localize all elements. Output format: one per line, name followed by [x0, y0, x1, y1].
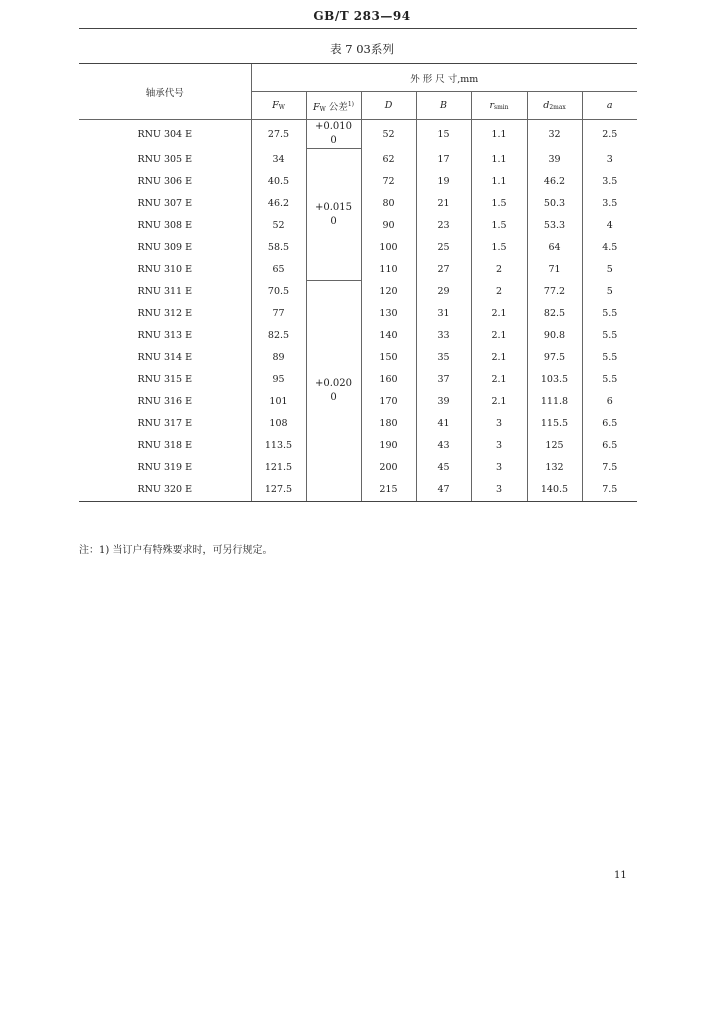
table-row	[79, 281, 637, 303]
cell-d2-max: 103.5	[527, 369, 582, 391]
cell-d-outer: 72	[361, 171, 416, 193]
cell-fw: 113.5	[251, 435, 306, 457]
cell-fw-tolerance	[306, 281, 361, 502]
table-row	[79, 149, 637, 171]
cell-rs-min: 3	[471, 435, 527, 457]
cell-designation: RNU 318 E	[137, 440, 193, 451]
cell-b-width: 41	[416, 413, 471, 435]
cell-fw: 82.5	[251, 325, 306, 347]
tolerance-lower: 0	[330, 391, 337, 403]
cell-d-outer: 62	[361, 149, 416, 171]
cell-designation: RNU 319 E	[137, 462, 193, 473]
cell-b-width: 21	[416, 193, 471, 215]
cell-b-width: 25	[416, 237, 471, 259]
cell-designation: RNU 307 E	[137, 198, 193, 209]
tolerance-upper: +0.010	[314, 121, 352, 132]
cell-d-outer: 100	[361, 237, 416, 259]
cell-d-outer: 120	[361, 281, 416, 303]
cell-fw: 34	[251, 149, 306, 171]
cell-b-width: 17	[416, 149, 471, 171]
cell-d2-max: 90.8	[527, 325, 582, 347]
cell-designation: RNU 314 E	[137, 352, 193, 363]
cell-fw: 70.5	[251, 281, 306, 303]
cell-fw: 121.5	[251, 457, 306, 479]
cell-fw: 101	[251, 391, 306, 413]
cell-designation: RNU 306 E	[137, 176, 193, 187]
cell-b-width: 39	[416, 391, 471, 413]
cell-rs-min: 1.1	[471, 149, 527, 171]
cell-b-width: 35	[416, 347, 471, 369]
cell-b-width: 27	[416, 259, 471, 281]
tolerance-upper: +0.015	[314, 201, 352, 213]
cell-a: 4	[582, 215, 637, 237]
cell-fw: 95	[251, 369, 306, 391]
cell-fw: 89	[251, 347, 306, 369]
cell-d2-max: 111.8	[527, 391, 582, 413]
cell-fw: 52	[251, 215, 306, 237]
cell-designation: RNU 320 E	[79, 479, 251, 502]
cell-b-width: 31	[416, 303, 471, 325]
cell-rs-min: 3	[471, 457, 527, 479]
cell-designation: RNU 309 E	[137, 242, 193, 253]
cell-a: 6.5	[582, 413, 637, 435]
cell-d2-max: 125	[527, 435, 582, 457]
cell-b-width: 19	[416, 171, 471, 193]
cell-b-width: 23	[416, 215, 471, 237]
cell-designation: RNU 315 E	[137, 374, 193, 385]
cell-designation: RNU 304 E	[137, 128, 193, 140]
cell-b-width: 37	[416, 369, 471, 391]
cell-rs-min: 1.5	[471, 215, 527, 237]
column-header-fw: FW	[251, 92, 306, 120]
cell-a: 3.5	[582, 171, 637, 193]
cell-designation: RNU 312 E	[137, 308, 193, 319]
cell-d-outer: 190	[361, 435, 416, 457]
cell-d2-max: 97.5	[527, 347, 582, 369]
cell-d2-max: 50.3	[527, 193, 582, 215]
cell-b-width: 47	[416, 479, 471, 502]
cell-b-width: 43	[416, 435, 471, 457]
cell-fw: 127.5	[251, 479, 306, 502]
cell-d-outer: 150	[361, 347, 416, 369]
table-row	[79, 120, 637, 149]
cell-d2-max: 115.5	[527, 413, 582, 435]
dimensions-table	[79, 63, 637, 502]
column-header-fw-tolerance: FW 公差$^{1)}$	[306, 92, 361, 120]
cell-d-outer: 215	[361, 479, 416, 502]
cell-d2-max: 140.5	[527, 479, 582, 502]
cell-d-outer: 180	[361, 413, 416, 435]
column-header-b-width: B	[416, 92, 471, 120]
cell-fw: 77	[251, 303, 306, 325]
column-header-d2-max: d2max	[527, 92, 582, 120]
cell-d-outer: 140	[361, 325, 416, 347]
document-header: GB/T 283—94	[313, 9, 411, 23]
cell-d2-max: 32	[527, 120, 582, 149]
column-header-a: a	[582, 92, 637, 120]
cell-fw: 108	[251, 413, 306, 435]
cell-designation: RNU 311 E	[137, 286, 193, 297]
cell-fw-tolerance	[306, 149, 361, 281]
cell-fw: 65	[251, 259, 306, 281]
table-body	[79, 120, 637, 502]
cell-rs-min: 1.1	[471, 171, 527, 193]
cell-d2-max: 39	[527, 149, 582, 171]
cell-b-width: 33	[416, 325, 471, 347]
cell-d-outer: 80	[361, 193, 416, 215]
cell-b-width: 45	[416, 457, 471, 479]
cell-a: 5	[582, 259, 637, 281]
cell-rs-min: 2.1	[471, 303, 527, 325]
cell-a: 7.5	[582, 479, 637, 502]
cell-d2-max: 82.5	[527, 303, 582, 325]
cell-a: 6.5	[582, 435, 637, 457]
tolerance-upper: +0.020	[314, 377, 352, 389]
cell-designation: RNU 316 E	[137, 396, 193, 407]
cell-a: 4.5	[582, 237, 637, 259]
cell-rs-min: 1.1	[471, 120, 527, 149]
cell-fw: 46.2	[251, 193, 306, 215]
cell-a: 3.5	[582, 193, 637, 215]
cell-b-width: 15	[416, 120, 471, 149]
cell-rs-min: 1.5	[471, 193, 527, 215]
cell-designation: RNU 317 E	[137, 418, 193, 429]
cell-designation: RNU 313 E	[137, 330, 193, 341]
cell-a: 5	[582, 281, 637, 303]
page-number: 11	[614, 870, 627, 881]
column-group-dimensions: 外 形 尺 寸,mm	[251, 64, 637, 92]
cell-rs-min: 2.1	[471, 369, 527, 391]
cell-designation: RNU 310 E	[137, 264, 193, 275]
cell-rs-min: 2.1	[471, 391, 527, 413]
cell-a: 7.5	[582, 457, 637, 479]
cell-a: 6	[582, 391, 637, 413]
tolerance-lower: 0	[330, 135, 337, 146]
cell-rs-min: 3	[471, 479, 527, 502]
cell-d2-max: 71	[527, 259, 582, 281]
cell-fw-tolerance	[306, 120, 361, 149]
cell-d-outer: 200	[361, 457, 416, 479]
cell-designation: RNU 305 E	[137, 154, 193, 165]
cell-d-outer: 130	[361, 303, 416, 325]
cell-d-outer: 90	[361, 215, 416, 237]
cell-d-outer: 52	[361, 120, 416, 149]
cell-d-outer: 110	[361, 259, 416, 281]
cell-a: 3	[582, 149, 637, 171]
cell-d-outer: 170	[361, 391, 416, 413]
cell-fw: 40.5	[251, 171, 306, 193]
cell-a: 5.5	[582, 325, 637, 347]
cell-d2-max: 53.3	[527, 215, 582, 237]
cell-a: 5.5	[582, 303, 637, 325]
cell-b-width: 29	[416, 281, 471, 303]
cell-rs-min: 2.1	[471, 325, 527, 347]
cell-rs-min: 1.5	[471, 237, 527, 259]
cell-fw: 27.5	[251, 120, 306, 149]
cell-rs-min: 2	[471, 259, 527, 281]
column-header-rs-min: rsmin	[471, 92, 527, 120]
header-rule	[79, 28, 637, 29]
cell-rs-min: 2.1	[471, 347, 527, 369]
column-header-d-outer: D	[361, 92, 416, 120]
cell-a: 2.5	[582, 120, 637, 149]
cell-fw: 58.5	[251, 237, 306, 259]
cell-designation: RNU 308 E	[137, 220, 193, 231]
cell-d2-max: 132	[527, 457, 582, 479]
table-footnote: 注：1) 当订户有特殊要求时，可另行规定。	[79, 545, 273, 556]
cell-rs-min: 3	[471, 413, 527, 435]
cell-d2-max: 77.2	[527, 281, 582, 303]
table-title: 表 7 03系列	[330, 42, 394, 56]
cell-d2-max: 64	[527, 237, 582, 259]
cell-rs-min: 2	[471, 281, 527, 303]
cell-d-outer: 160	[361, 369, 416, 391]
cell-a: 5.5	[582, 347, 637, 369]
cell-a: 5.5	[582, 369, 637, 391]
cell-d2-max: 46.2	[527, 171, 582, 193]
column-header-designation: 轴承代号	[79, 64, 251, 120]
tolerance-lower: 0	[330, 215, 337, 227]
